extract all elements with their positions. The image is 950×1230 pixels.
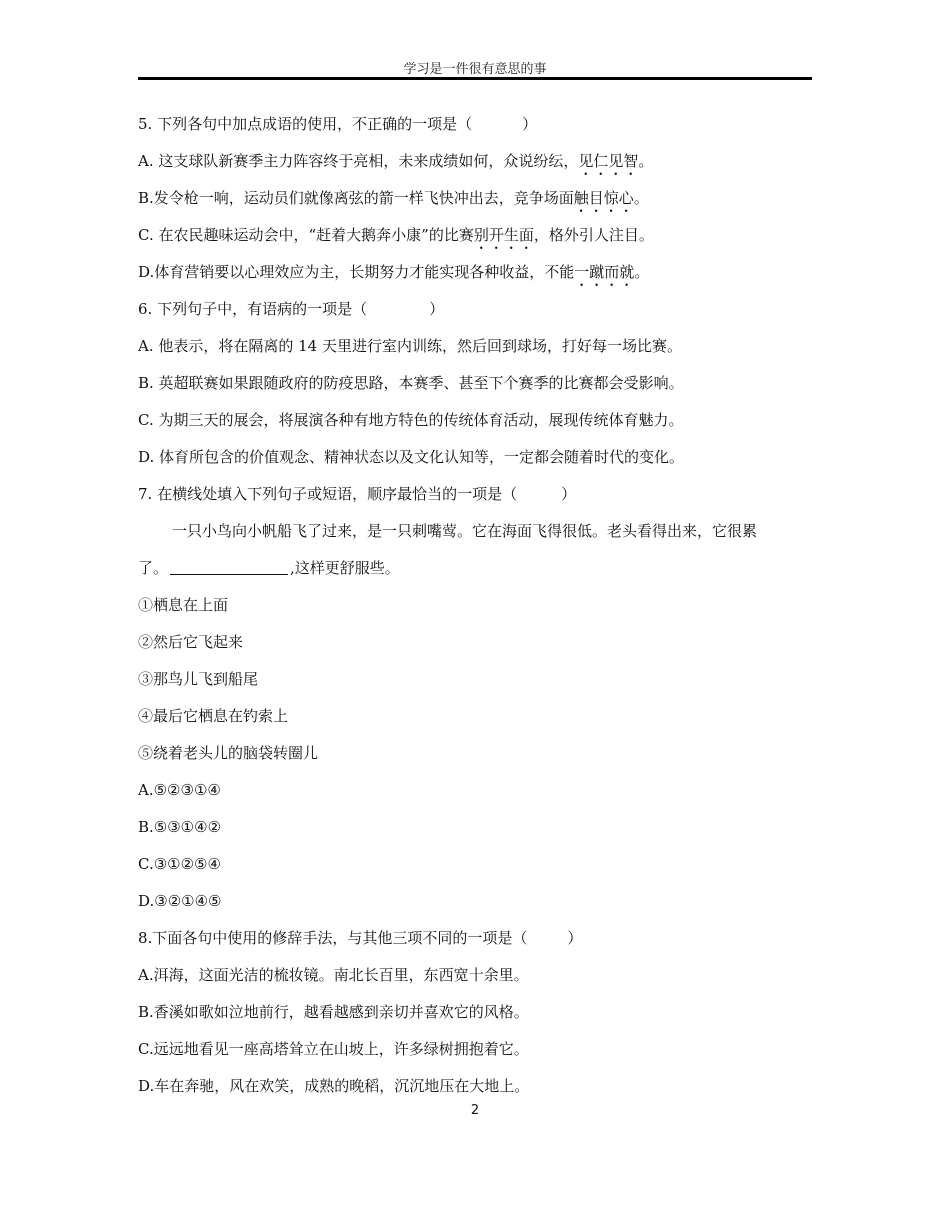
q7-stem-text: 7. 在横线处填入下列句子或短语，顺序最恰当的一项是（	[138, 485, 518, 503]
q7-option-b: B.⑤③①④②	[138, 818, 222, 836]
q5-b-idiom: 触目惊心	[573, 189, 634, 207]
q6-option-b: B. 英超联赛如果跟随政府的防疫思路，本赛季、甚至下个赛季的比赛都会受影响。	[138, 374, 684, 392]
q7-fill-blank	[170, 560, 288, 575]
q7-passage-start: 了。	[138, 559, 169, 577]
q7-option-c: C.③①②⑤④	[138, 855, 221, 873]
q8-option-d: D.车在奔驰，风在欢笑，成熟的晚稻，沉沉地压在大地上。	[138, 1077, 530, 1095]
q8-option-c: C.远远地看见一座高塔耸立在山坡上，许多绿树拥抱着它。	[138, 1040, 529, 1058]
q8-stem-text: 8.下面各句中使用的修辞手法，与其他三项不同的一项是（	[138, 929, 528, 947]
q5-stem	[138, 114, 537, 134]
q6-option-d: D. 体育所包含的价值观念、精神状态以及文化认知等，一定都会随着时代的变化。	[138, 448, 685, 466]
header-rule	[138, 77, 812, 80]
q5-option-b	[138, 188, 649, 216]
q7-item-5: ⑤绕着老头儿的脑袋转圈儿	[138, 744, 319, 762]
q5-a-text: A. 这支球队新赛季主力阵容终于亮相，未来成绩如何，众说纷纭，	[138, 152, 579, 170]
q8-option-a: A.洱海，这面光洁的梳妆镜。南北长百里，东西宽十余里。	[138, 966, 529, 984]
page-number: 2	[470, 1103, 480, 1118]
q5-option-d	[138, 262, 649, 290]
q8-option-b: B.香溪如歌如泣地前行，越看越感到亲切并喜欢它的风格。	[138, 1003, 529, 1021]
q5-d-end: 。	[634, 263, 650, 281]
q5-b-text: B.发令枪一响，运动员们就像离弦的箭一样飞快冲出去，竞争场面	[138, 189, 574, 207]
q7-item-4: ④最后它栖息在钓索上	[138, 707, 289, 725]
q5-c-idiom: 别开生面	[473, 226, 534, 244]
q5-d-text: D.体育营销要以心理效应为主，长期努力才能实现各种收益，不能	[138, 263, 575, 281]
q7-option-d: D.③②①④⑤	[138, 892, 222, 910]
page-header-title: 学习是一件很有意思的事	[403, 62, 547, 77]
q5-a-idiom: 见仁见智	[578, 152, 639, 170]
q7-passage-line-1: 一只小鸟向小帆船飞了过来，是一只刺嘴莺。它在海面飞得很低。老头看得出来，它很累	[172, 522, 758, 540]
q7-stem-close: ）	[561, 485, 577, 503]
q5-option-c	[138, 225, 654, 253]
q5-c-end: ，格外引人注目。	[533, 226, 654, 244]
q8-stem-close: ）	[567, 929, 583, 947]
q7-item-1: ①栖息在上面	[138, 596, 229, 614]
q8-stem	[138, 928, 582, 948]
q7-option-a: A.⑤②③①④	[138, 781, 221, 799]
q5-d-idiom: 一蹴而就	[574, 263, 635, 281]
q6-option-a: A. 他表示，将在隔离的 14 天里进行室内训练，然后回到球场，打好每一场比赛。	[138, 337, 682, 355]
q7-passage-end: ,这样更舒服些。	[290, 559, 400, 577]
q5-stem-close: ）	[522, 115, 538, 133]
q5-a-end: 。	[638, 152, 654, 170]
q7-stem	[138, 484, 576, 504]
q7-item-2: ②然后它飞起来	[138, 633, 244, 651]
q6-stem	[138, 299, 444, 319]
q5-option-a	[138, 151, 653, 179]
q5-stem-text: 5. 下列各句中加点成语的使用，不正确的一项是（	[138, 115, 473, 133]
q6-stem-close: ）	[429, 300, 445, 318]
q7-item-3: ③那鸟儿飞到船尾	[138, 670, 259, 688]
q5-b-end: 。	[633, 189, 649, 207]
q5-c-text: C. 在农民趣味运动会中，“赶着大鹅奔小康”的比赛	[138, 226, 474, 244]
q6-option-c: C. 为期三天的展会，将展演各种有地方特色的传统体育活动，展现传统体育魅力。	[138, 411, 684, 429]
q6-stem-text: 6. 下列句子中，有语病的一项是（	[138, 300, 368, 318]
q7-passage-line-2	[138, 558, 400, 578]
